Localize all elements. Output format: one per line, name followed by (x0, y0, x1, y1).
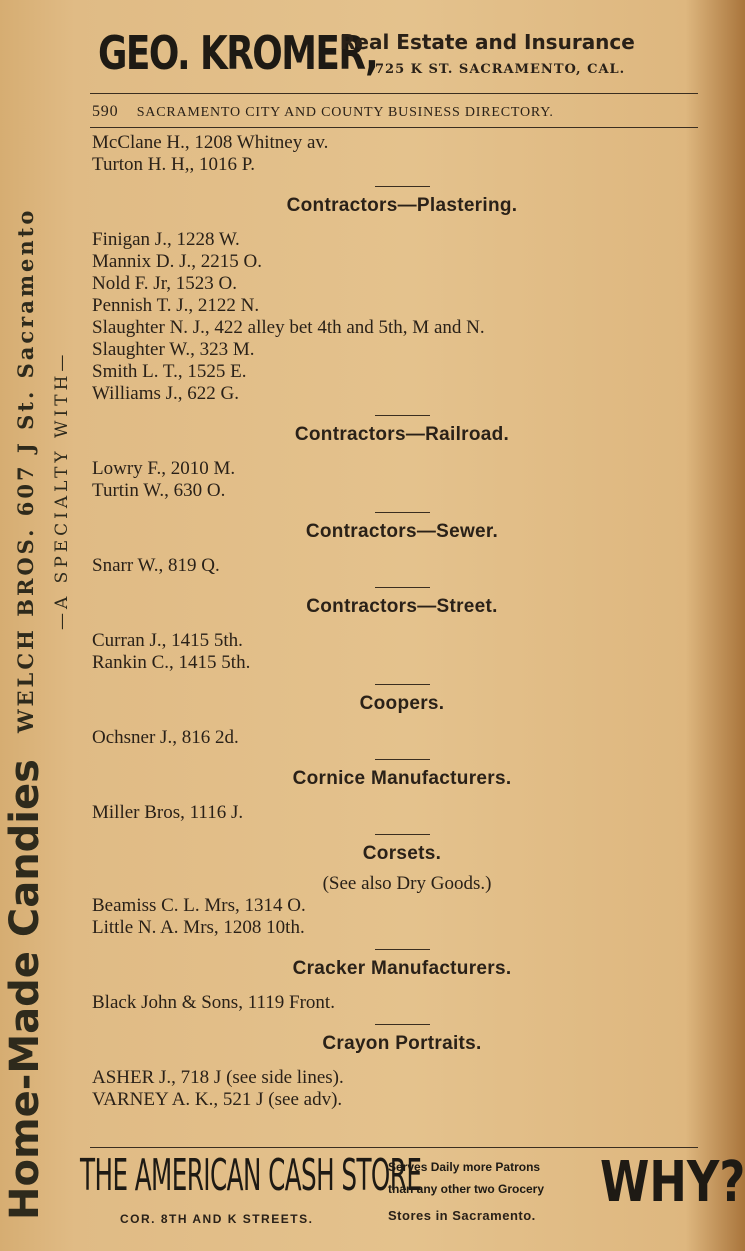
directory-entry: Turton H. H,, 1016 P. (92, 154, 255, 175)
section-heading: Cracker Manufacturers. (292, 958, 512, 979)
section-heading: Contractors—Street. (306, 596, 498, 617)
footer-ad-tagline-line2: than any other two Grocery (388, 1182, 545, 1196)
section-heading: Contractors—Railroad. (294, 424, 510, 445)
header-ad-line1: Real Estate and Insurance (340, 30, 635, 54)
side-ad-welch: WELCH BROS. 607 J St. Sacramento (12, 207, 38, 734)
directory-entry: McClane H., 1208 Whitney av. (92, 132, 329, 153)
header-rule (90, 93, 698, 94)
section-note: (See also Dry Goods.) (322, 873, 492, 894)
side-advertisement (0, 70, 82, 1220)
side-ad-candies: Home-Made Candies (2, 759, 48, 1220)
running-head-title: SACRAMENTO CITY AND COUNTY BUSINESS DIRECTORY. (136, 105, 554, 120)
directory-entry: Williams J., 622 G. (92, 383, 240, 404)
directory-entry: Mannix D. J., 2215 O. (92, 251, 262, 272)
directory-entry: Turtin W., 630 O. (92, 480, 226, 501)
section-heading: Coopers. (359, 693, 445, 714)
directory-entry: Nold F. Jr, 1523 O. (92, 273, 237, 294)
footer-ad-address: COR. 8TH AND K STREETS. (120, 1212, 314, 1226)
directory-entry: Ochsner J., 816 2d. (92, 727, 239, 748)
directory-entry: Finigan J., 1228 W. (92, 229, 240, 250)
section-divider (375, 759, 430, 760)
running-head-rule (90, 127, 698, 128)
directory-entry: Pennish T. J., 2122 N. (92, 295, 260, 316)
directory-listing (92, 132, 692, 1111)
directory-entry: Beamiss C. L. Mrs, 1314 O. (92, 895, 306, 916)
directory-entry: Curran J., 1415 5th. (92, 630, 243, 651)
header-ad-line2: 725 K ST. SACRAMENTO, CAL. (375, 62, 626, 77)
directory-entry: Black John & Sons, 1119 Front. (92, 992, 335, 1013)
section-divider (375, 415, 430, 416)
section-heading: Corsets. (362, 843, 442, 864)
running-head (92, 103, 652, 121)
footer-advertisement (80, 1150, 745, 1230)
footer-ad-why: WHY? (600, 1150, 745, 1215)
footer-rule (90, 1147, 698, 1148)
page-number: 590 (92, 103, 119, 120)
section-heading: Cornice Manufacturers. (292, 768, 512, 789)
section-divider (375, 512, 430, 513)
directory-entry: Little N. A. Mrs, 1208 10th. (92, 917, 305, 938)
directory-entry: Slaughter N. J., 422 alley bet 4th and 5th, M and N. (92, 317, 485, 338)
section-divider (375, 684, 430, 685)
directory-entry: Miller Bros, 1116 J. (92, 802, 244, 823)
section-divider (375, 949, 430, 950)
header-ad-name: GEO. KROMER, (98, 26, 378, 80)
side-ad-specialty: —A SPECIALTY WITH— (52, 350, 72, 630)
side-ad-specialty-row (48, 351, 76, 630)
directory-entry: Slaughter W., 323 M. (92, 339, 255, 360)
directory-entry: ASHER J., 718 J (see side lines). (92, 1067, 344, 1088)
section-divider (375, 587, 430, 588)
section-heading: Contractors—Sewer. (305, 521, 499, 542)
section-divider (375, 186, 430, 187)
side-ad-text (0, 70, 82, 1220)
section-heading: Contractors—Plastering. (286, 195, 518, 216)
directory-entry: Smith L. T., 1525 E. (92, 361, 247, 382)
section-divider (375, 834, 430, 835)
header-advertisement (90, 22, 700, 92)
footer-ad-tagline-line1: Serves Daily more Patrons (388, 1160, 541, 1174)
footer-ad-tagline (388, 1156, 544, 1200)
side-ad-main-row (2, 70, 48, 1220)
directory-entry: Lowry F., 2010 M. (92, 458, 236, 479)
section-divider (375, 1024, 430, 1025)
directory-entry: Snarr W., 819 Q. (92, 555, 220, 576)
section-heading: Crayon Portraits. (322, 1033, 482, 1054)
directory-entry: VARNEY A. K., 521 J (see adv). (92, 1089, 343, 1110)
footer-ad-store-name: THE AMERICAN CASH STORE (80, 1150, 422, 1201)
footer-ad-stores: Stores in Sacramento. (388, 1208, 536, 1223)
directory-entry: Rankin C., 1415 5th. (92, 652, 251, 673)
